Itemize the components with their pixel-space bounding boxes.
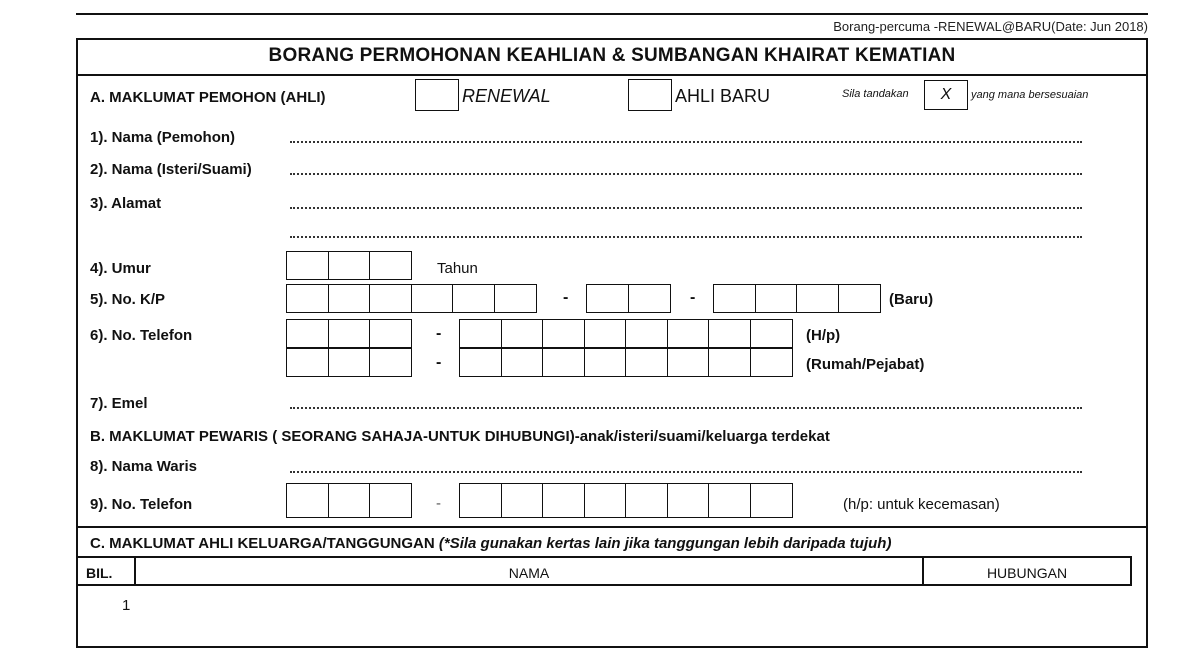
ic-box[interactable] [586,284,629,313]
table-row-number: 1 [122,597,131,614]
home-number-boxes[interactable] [459,348,791,377]
form-version-note: Borang-percuma -RENEWAL@BARU(Date: Jun 2018) [833,19,1148,34]
ic-label: 5). No. K/P [90,291,166,308]
ic-box[interactable] [838,284,881,313]
ic-boxes-part-3[interactable] [713,284,879,313]
applicant-name-line[interactable] [290,141,1082,143]
section-b-heading: B. MAKLUMAT PEWARIS ( SEORANG SAHAJA-UNTUK DIHUBUNGI)-anak/isteri/suami/keluarga terdekat [90,428,830,445]
age-box[interactable] [328,251,371,280]
form-title: BORANG PERMOHONAN KEAHLIAN & SUMBANGAN KHAIRAT KEMATIAN [268,45,956,66]
heir-separator: - [436,495,441,512]
hp-prefix-boxes[interactable] [286,319,411,348]
ic-box[interactable] [286,284,329,313]
hp-separator: - [436,325,442,342]
heir-name-label: 8). Nama Waris [90,458,197,475]
section-c-title: C. MAKLUMAT AHLI KELUARGA/TANGGUNGAN [90,535,435,552]
phone-box[interactable] [708,348,751,377]
phone-box[interactable] [369,319,412,348]
phone-box[interactable] [584,483,627,518]
column-header-name: NAMA [136,558,924,584]
ic-boxes-part-2[interactable] [586,284,669,313]
ic-separator-2: - [690,289,696,306]
email-label: 7). Emel [90,395,148,412]
phone-box[interactable] [286,483,329,518]
phone-box[interactable] [667,319,710,348]
section-c-heading [90,535,891,552]
ic-box[interactable] [628,284,671,313]
section-c-divider [78,526,1146,528]
phone-box[interactable] [459,483,502,518]
hp-number-boxes[interactable] [459,319,791,348]
ic-box[interactable] [755,284,798,313]
ic-box[interactable] [369,284,412,313]
phone-box[interactable] [459,348,502,377]
phone-box[interactable] [750,483,793,518]
ic-boxes-part-1[interactable] [286,284,535,313]
phone-box[interactable] [286,348,329,377]
address-line-1[interactable] [290,207,1082,209]
mark-example-box: X [924,80,968,110]
phone-box[interactable] [708,483,751,518]
phone-box[interactable] [584,348,627,377]
phone-box[interactable] [501,348,544,377]
home-prefix-boxes[interactable] [286,348,411,377]
phone-box[interactable] [584,319,627,348]
ic-box[interactable] [796,284,839,313]
phone-box[interactable] [328,348,371,377]
ic-box[interactable] [411,284,454,313]
phone-box[interactable] [369,348,412,377]
phone-home-note: (Rumah/Pejabat) [806,356,925,373]
address-label: 3). Alamat [90,195,162,212]
phone-box[interactable] [667,483,710,518]
phone-box[interactable] [667,348,710,377]
age-boxes[interactable] [286,251,411,280]
new-member-label: AHLI BARU [675,86,771,106]
age-box[interactable] [286,251,329,280]
dependents-table-header [76,556,1132,586]
phone-box[interactable] [459,319,502,348]
phone-box[interactable] [708,319,751,348]
phone-label: 6). No. Telefon [90,327,193,344]
column-header-no: BIL. [78,558,136,584]
ic-box[interactable] [328,284,371,313]
column-header-relationship: HUBUNGAN [986,565,1068,581]
phone-box[interactable] [501,319,544,348]
phone-box[interactable] [542,348,585,377]
phone-box[interactable] [501,483,544,518]
ic-box[interactable] [713,284,756,313]
applicant-name-label: 1). Nama (Pemohon) [90,129,236,146]
phone-box[interactable] [542,483,585,518]
renewal-label: RENEWAL [462,86,551,106]
heir-prefix-boxes[interactable] [286,483,411,518]
ic-note: (Baru) [889,291,934,308]
new-member-checkbox[interactable] [628,79,672,111]
phone-box[interactable] [286,319,329,348]
ic-box[interactable] [494,284,537,313]
email-line[interactable] [290,407,1082,409]
age-box[interactable] [369,251,412,280]
home-separator: - [436,354,442,371]
section-c-note: (*Sila gunakan kertas lain jika tanggungan lebih daripada tujuh) [438,535,892,552]
mark-hint-text: Sila tandakan [842,88,909,100]
phone-box[interactable] [542,319,585,348]
spouse-name-line[interactable] [290,173,1082,175]
phone-box[interactable] [369,483,412,518]
heir-phone-note: (h/p: untuk kecemasan) [843,496,1000,513]
phone-box[interactable] [625,483,668,518]
section-a-heading: A. MAKLUMAT PEMOHON (AHLI) [90,89,326,106]
renewal-checkbox[interactable] [415,79,459,111]
age-label: 4). Umur [90,260,151,277]
phone-box[interactable] [328,483,371,518]
phone-box[interactable] [750,348,793,377]
phone-hp-note: (H/p) [806,327,841,344]
phone-box[interactable] [625,319,668,348]
phone-box[interactable] [328,319,371,348]
age-unit: Tahun [437,260,478,277]
top-rule [76,13,1148,15]
phone-box[interactable] [625,348,668,377]
heir-phone-label: 9). No. Telefon [90,496,193,513]
heir-name-line[interactable] [290,471,1082,473]
title-divider [78,74,1146,76]
ic-separator-1: - [563,289,569,306]
phone-box[interactable] [750,319,793,348]
address-line-2[interactable] [290,236,1082,238]
spouse-name-label: 2). Nama (Isteri/Suami) [90,161,252,178]
mark-hint-suffix: yang mana bersesuaian [971,89,1089,101]
ic-box[interactable] [452,284,495,313]
heir-number-boxes[interactable] [459,483,791,518]
